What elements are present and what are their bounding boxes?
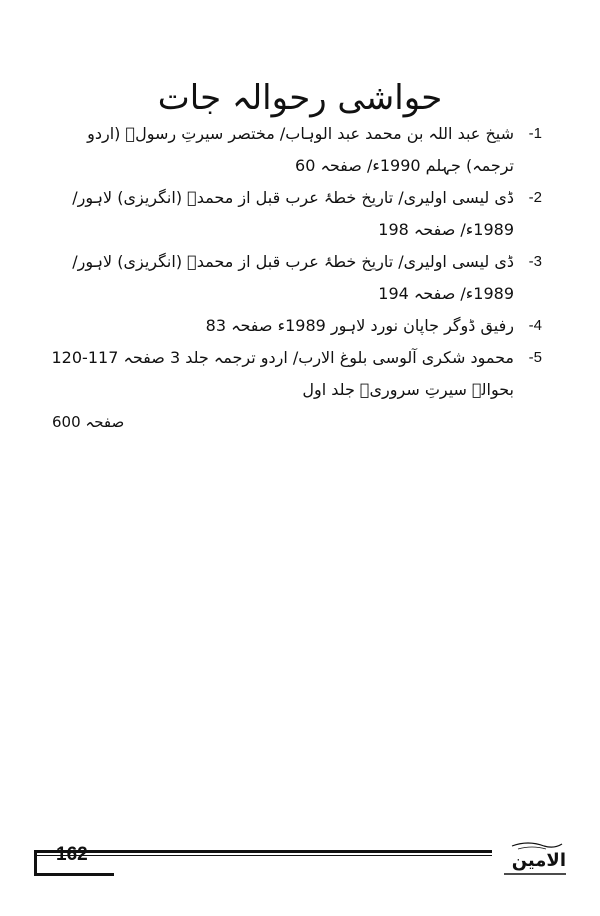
publication-logo — [498, 838, 572, 878]
page-footer — [34, 838, 572, 878]
reference-number: -4 — [528, 317, 542, 334]
page-number: 162 — [56, 844, 88, 865]
reference-continuation: صفحہ 600 — [52, 413, 125, 431]
reference-text: ڈی لیسی اولیری/ تاریخ خطۂ عرب قبل از محمدؐ (انگریزی) لاہور/ 1989ء/ صفحہ 198 — [72, 188, 514, 239]
logo-text: الامین — [511, 850, 566, 871]
reference-text: ڈی لیسی اولیری/ تاریخ خطۂ عرب قبل از محمدؐ (انگریزی) لاہور/ 1989ء/ صفحہ 194 — [72, 252, 514, 303]
reference-item — [42, 246, 542, 310]
reference-text: رفیق ڈوگر جاپان نورد لاہور 1989ء صفحہ 83 — [205, 316, 514, 335]
reference-list — [42, 118, 542, 438]
reference-item — [42, 342, 542, 438]
reference-number: -2 — [528, 189, 542, 206]
reference-text: شیخ عبد اللہ بن محمد عبد الوہاب/ مختصر سیرتِ رسولؐ (اردو ترجمہ) جہلم 1990ء/ صفحہ 60 — [87, 124, 514, 175]
reference-item — [42, 310, 542, 342]
reference-item — [42, 182, 542, 246]
reference-number: -3 — [528, 253, 542, 270]
reference-number: -1 — [528, 125, 542, 142]
reference-item — [42, 118, 542, 182]
page-title: حواشی رحوالہ جات — [157, 78, 443, 118]
reference-number: -5 — [528, 349, 542, 366]
reference-text: محمود شکری آلوسی بلوغ الارب/ اردو ترجمہ جلد 3 صفحہ 117-120 بحوالہ سیرتِ سروریؐ جلد اول — [51, 348, 514, 399]
